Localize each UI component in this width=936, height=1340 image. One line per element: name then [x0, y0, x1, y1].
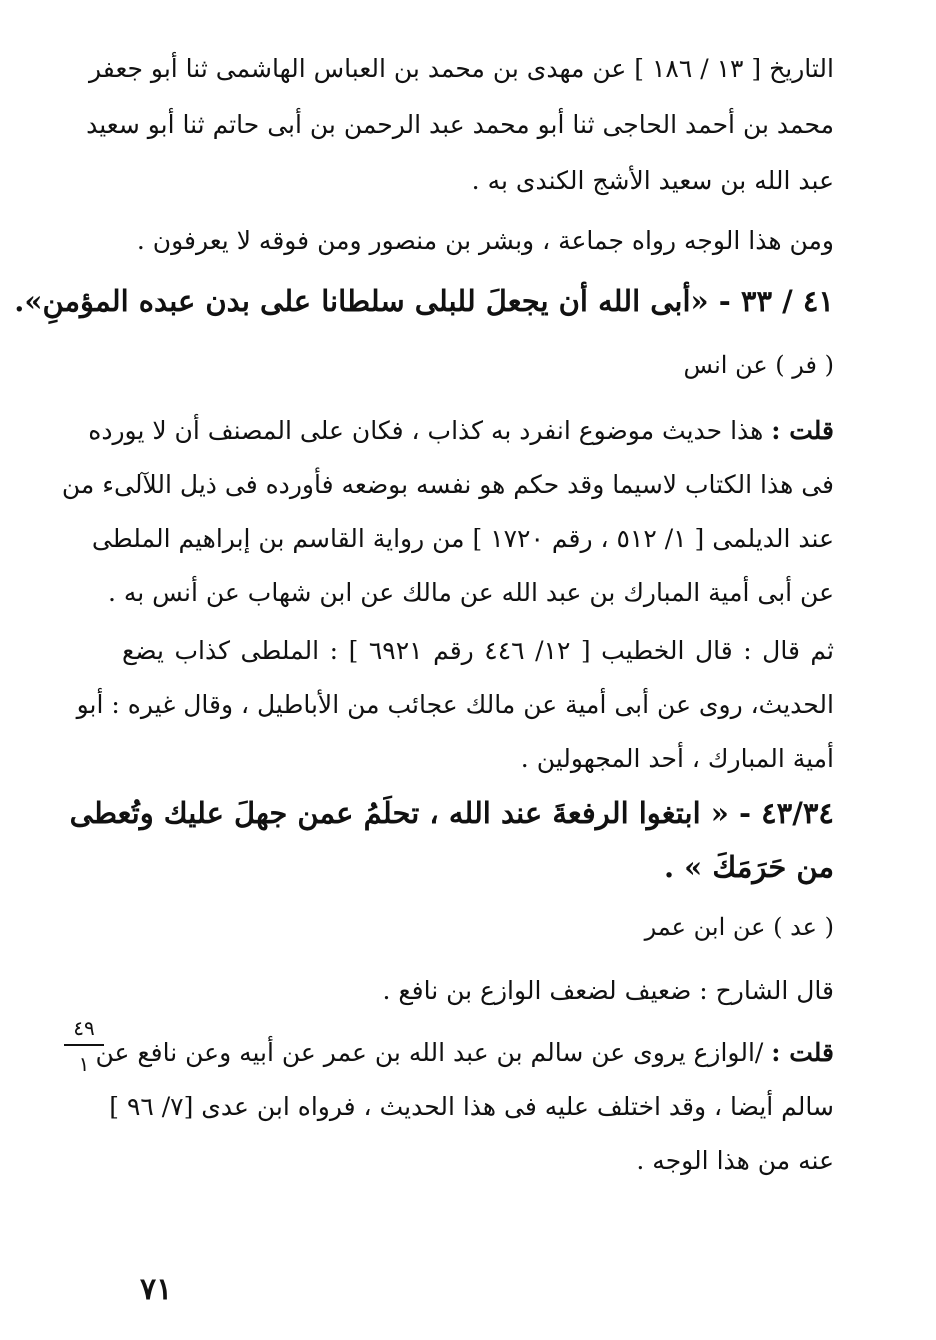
folio-side: ١ [78, 1052, 90, 1076]
text-line: الحديث، روى عن أبى أمية عن مالك عجائب من الأباطيل ، وقال غيره : أبو [76, 690, 834, 719]
hadith-heading: ٤٣/٣٤ - « ابتغوا الرفعةَ عند الله ، تحلَمُ عمن جهلَ عليك وتُعطى [69, 796, 834, 830]
text-line: ومن هذا الوجه رواه جماعة ، وبشر بن منصور ومن فوقه لا يعرفون . [136, 226, 834, 255]
hadith-heading-continued: من حَرَمَكَ » . [663, 850, 834, 884]
hadith-source: ( عد ) عن ابن عمر [644, 913, 834, 941]
text-line: ثم قال : قال الخطيب [ ١٢/ ٤٤٦ رقم ٦٩٢١ ] : الملطى كذاب يضع [122, 636, 835, 665]
qultu-label: قلت : [771, 1038, 834, 1067]
text-line: فى هذا الكتاب لاسيما وقد حكم هو نفسه بوضعه فأورده فى ذيل اللآلىء من [61, 470, 834, 499]
text-line: عن أبى أمية المبارك بن عبد الله عن مالك عن ابن شهاب عن أنس به . [107, 578, 834, 607]
text-line: عند الديلمى [ ١/ ٥١٢ ، رقم ١٧٢٠ ] من رواية القاسم بن إبراهيم الملطى [91, 524, 834, 553]
text-line: محمد بن أحمد الحاجى ثنا أبو محمد عبد الرحمن بن أبى حاتم ثنا أبو سعيد [86, 110, 834, 139]
text-line [95, 1036, 834, 1070]
text-line: التاريخ [ ١٣ / ١٨٦ ] عن مهدى بن محمد بن العباس الهاشمى ثنا أبو جعفر [89, 54, 834, 83]
folio-number: ٤٩ [73, 1016, 95, 1040]
text-line-body: هذا حديث موضوع انفرد به كذاب ، فكان على المصنف أن لا يورده [88, 416, 764, 445]
manuscript-folio-note [62, 1016, 106, 1076]
text-line [88, 414, 834, 448]
page-number: ٧١ [140, 1272, 173, 1307]
text-line: عنه من هذا الوجه . [636, 1146, 834, 1175]
qultu-label: قلت : [771, 416, 834, 445]
hadith-heading: ٤١ / ٣٣ - «أبى الله أن يجعلَ للبلى سلطانا على بدن عبده المؤمنِ». [14, 284, 834, 318]
hadith-source: ( فر ) عن انس [683, 351, 834, 379]
folio-divider [64, 1044, 104, 1046]
text-line: أمية المبارك ، أحد المجهولين . [520, 744, 834, 773]
text-line: سالم أيضا ، وقد اختلف عليه فى هذا الحديث ، فرواه ابن عدى [٧/ ٩٦ ] [109, 1092, 834, 1121]
text-line: قال الشارح : ضعيف لضعف الوازع بن نافع . [382, 976, 834, 1005]
text-line-body: /الوازع يروى عن سالم بن عبد الله بن عمر عن أبيه وعن نافع عن [95, 1038, 764, 1067]
text-line: عبد الله بن سعيد الأشج الكندى به . [471, 166, 834, 195]
